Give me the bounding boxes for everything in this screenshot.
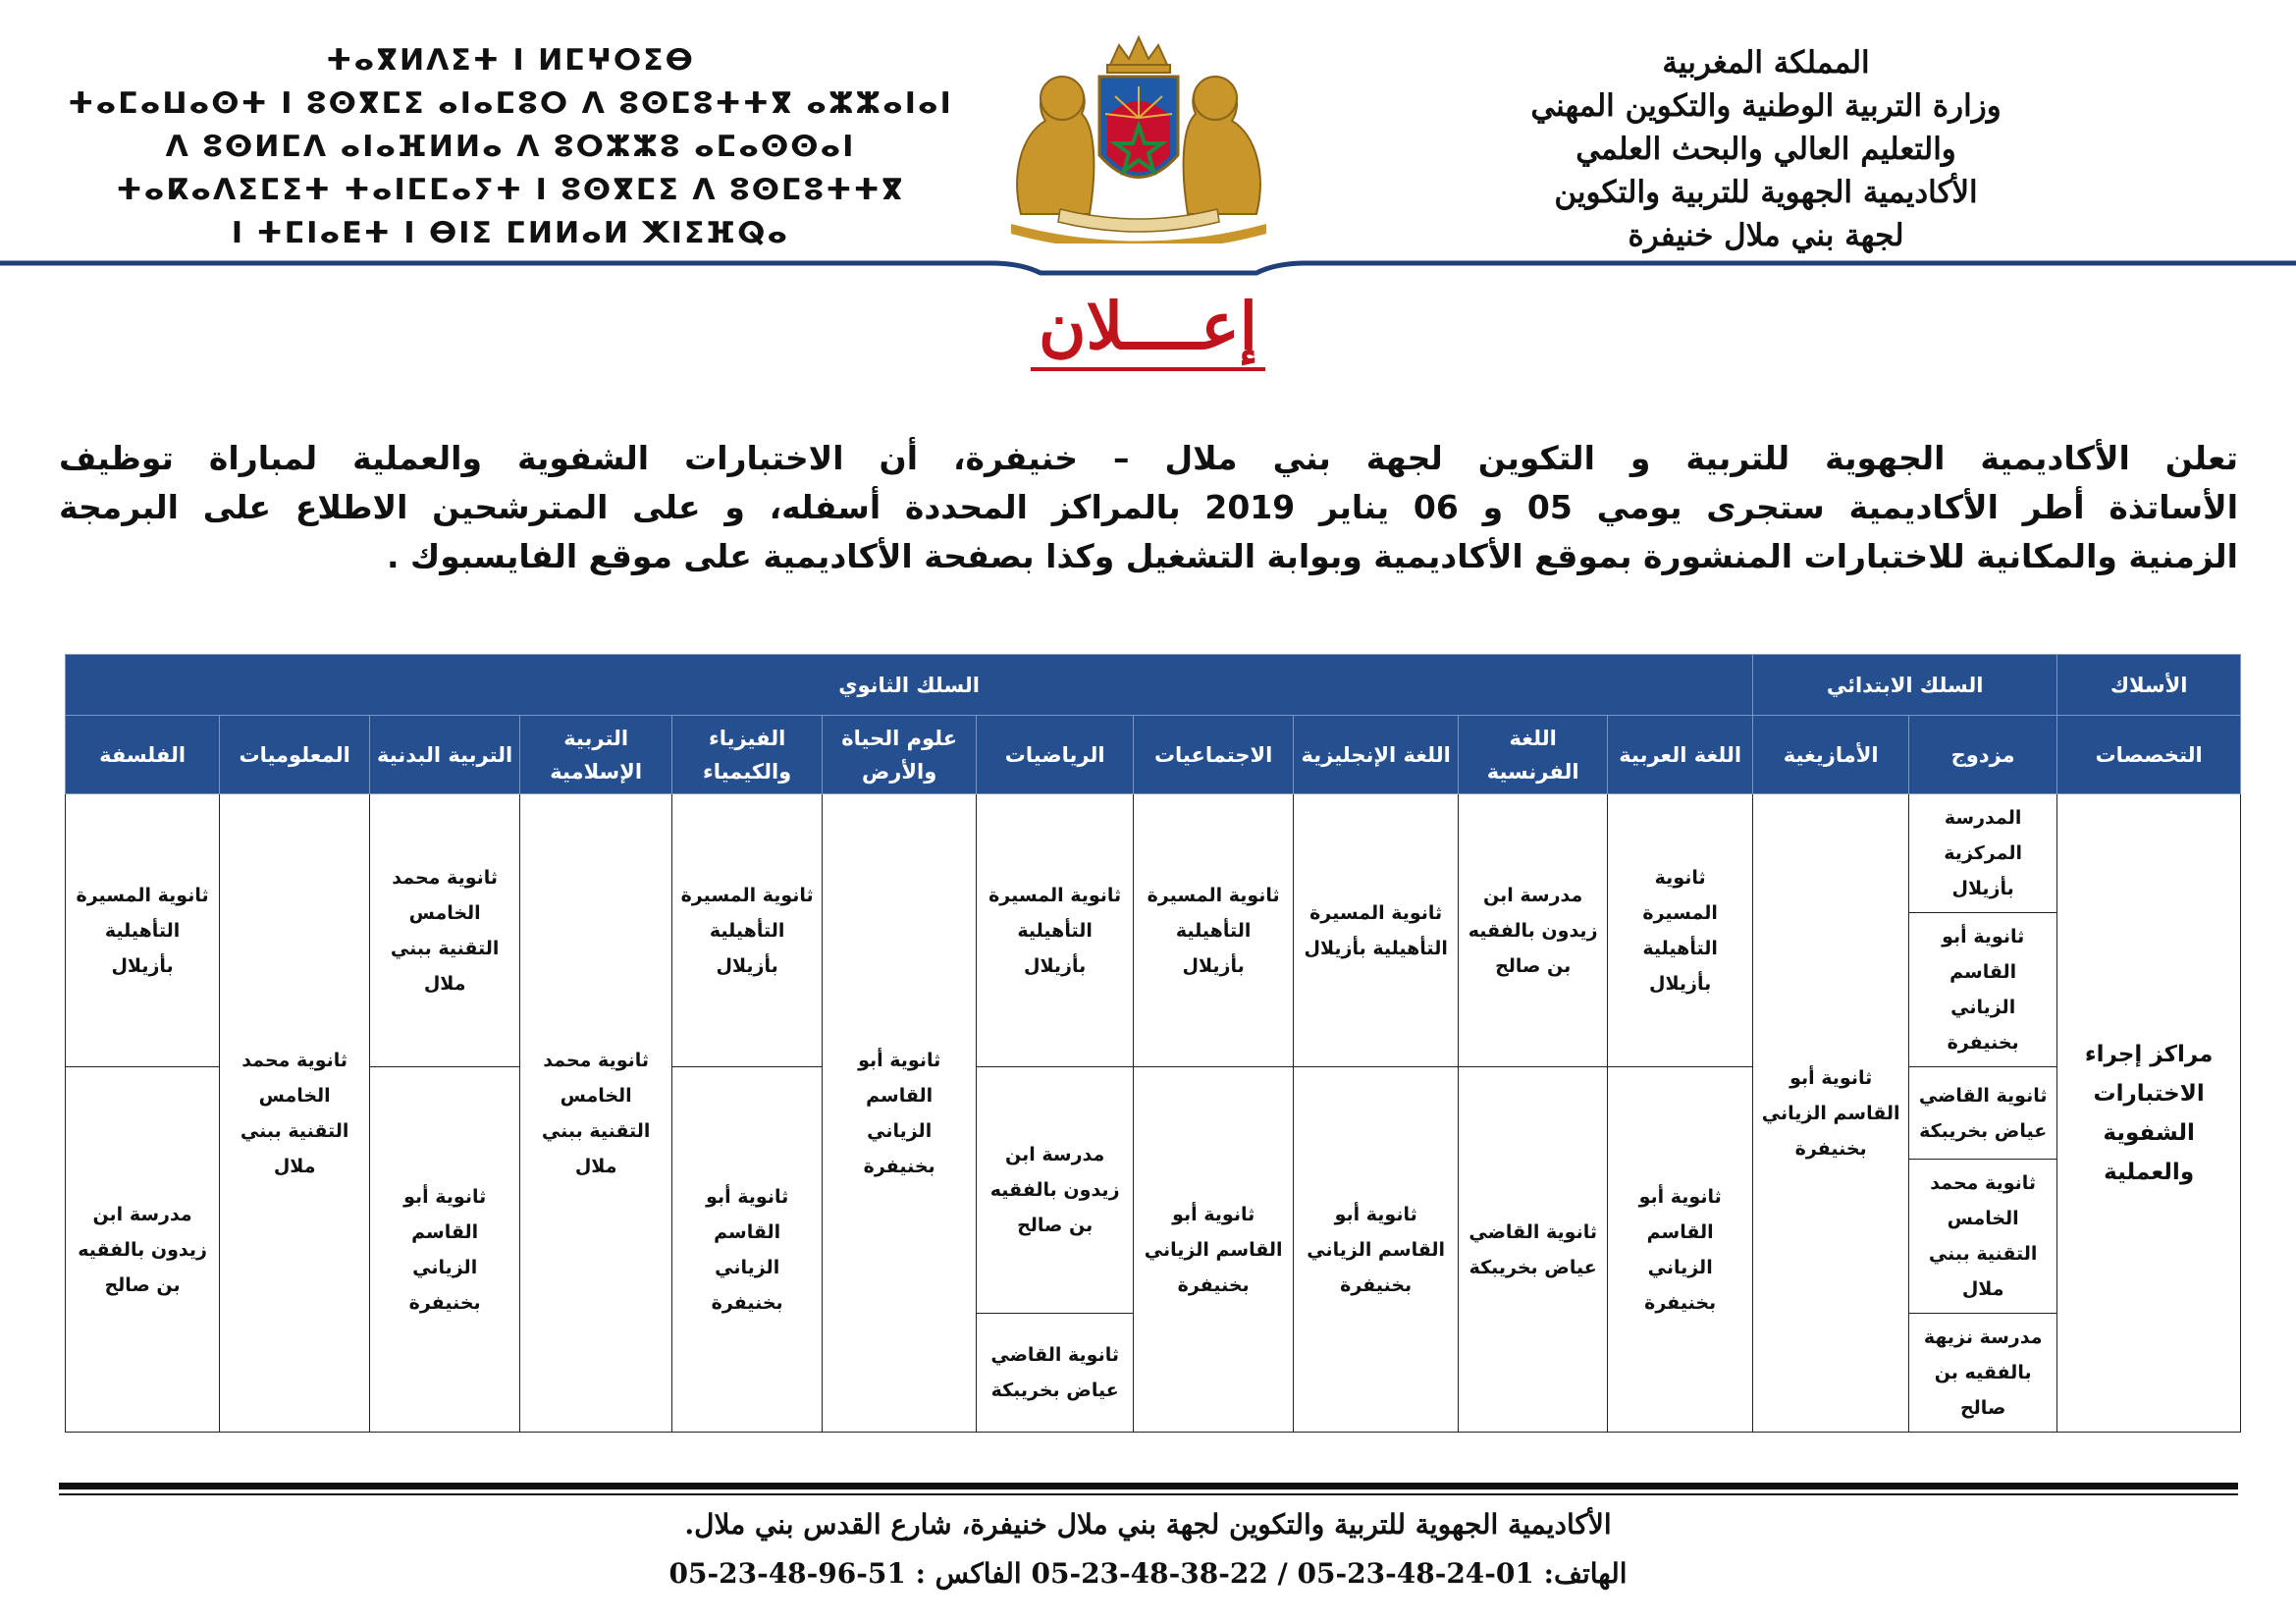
center-text: ثانوية محمد الخامس التقنية ببني ملال <box>240 1049 349 1177</box>
center-text: ثانوية أبو القاسم الزياني بخنيفرة <box>858 1049 941 1177</box>
table-subheader-row <box>66 716 2241 794</box>
center-cell: مدرسة نزيهة بالفقيه بن صالح <box>1909 1314 2057 1433</box>
center-cell: ثانوية المسيرة التأهيلية بأزيلال <box>977 794 1134 1067</box>
ministry-name-line1: وزارة التربية الوطنية والتكوين المهني <box>1530 88 2002 124</box>
kingdom-name: المملكة المغربية <box>1662 45 1870 81</box>
center-cell: ثانوية القاضي عياض بخريبكة <box>1459 1067 1608 1433</box>
header-divider <box>0 253 2296 277</box>
announcement-line: تعلن الأكاديمية الجهوية للتربية و التكوين لجهة بني ملال – خنيفرة، أن الاختبارات الشفوية والعملية لمباراة توظيف <box>59 439 2238 477</box>
specialty-philosophy: الفلسفة <box>66 716 220 794</box>
header-specialties: التخصصات <box>2057 716 2241 794</box>
tifinagh-line: ⵜⴰⴳⵍⴷⵉⵜ ⵏ ⵍⵎⵖⵔⵉⴱ <box>326 43 695 78</box>
specialty-amazigh: الأمازيغية <box>1753 716 1909 794</box>
announcement-line: الزمنية والمكانية للاختبارات المنشورة بموقع الأكاديمية وبوابة التشغيل وكذا بصفحة الأكاديمية على موقع الفايسبوك . <box>386 537 2238 575</box>
center-cell: ثانوية محمد الخامس التقنية ببني ملال <box>370 794 520 1067</box>
center-text: ثانوية محمد الخامس التقنية ببني ملال <box>541 1049 651 1177</box>
center-cell: ثانوية أبو القاسم الزياني بخنيفرة <box>370 1067 520 1433</box>
row-label-exam-centers: مراكز إجراء الاختبارات الشفوية والعملية <box>2057 794 2241 1433</box>
center-cell: مدرسة ابن زيدون بالفقيه بن صالح <box>977 1067 1134 1314</box>
table-row <box>66 794 2241 913</box>
center-cell: المدرسة المركزية بأزيلال <box>1909 794 2057 913</box>
center-cell: ثانوية أبو القاسم الزياني بخنيفرة <box>1294 1067 1459 1433</box>
tifinagh-header <box>59 39 962 255</box>
center-cell <box>823 794 977 1433</box>
ministry-name-line2: والتعليم العالي والبحث العلمي <box>1575 132 1956 167</box>
specialty-islamic: التربية الإسلامية <box>520 716 672 794</box>
region-name: لجهة بني ملال خنيفرة <box>1628 218 1904 253</box>
center-cell: ثانوية المسيرة التأهيلية بأزيلال <box>1294 794 1459 1067</box>
tifinagh-line: ⵜⴰⵎⴰⵡⴰⵙⵜ ⵏ ⵓⵙⴳⵎⵉ ⴰⵏⴰⵎⵓⵔ ⴷ ⵓⵙⵎⵓⵜⵜⴳ ⴰⵣⵣⴰⵏⴰⵏ <box>68 86 953 121</box>
center-cell: ثانوية أبو القاسم الزياني بخنيفرة <box>672 1067 823 1433</box>
center-cell: مدرسة ابن زيدون بالفقيه بن صالح <box>66 1067 220 1433</box>
footer-address: الأكاديمية الجهوية للتربية والتكوين لجهة بني ملال خنيفرة، شارع القدس بني ملال. <box>684 1508 1612 1541</box>
royal-emblem-icon <box>991 27 1286 244</box>
center-cell: ثانوية أبو القاسم الزياني بخنيفرة <box>1608 1067 1753 1433</box>
title-text: إعــــلان <box>1031 285 1265 371</box>
center-cell: ثانوية المسيرة التأهيلية بأزيلال <box>1608 794 1753 1067</box>
academy-name: الأكاديمية الجهوية للتربية والتكوين <box>1554 175 1978 210</box>
arabic-header <box>1344 41 2188 257</box>
specialty-pe: التربية البدنية <box>370 716 520 794</box>
specialty-social: الاجتماعيات <box>1134 716 1294 794</box>
specialty-math: الرياضيات <box>977 716 1134 794</box>
footer-divider-thin <box>59 1493 2238 1495</box>
specialty-svt: علوم الحياة والأرض <box>823 716 977 794</box>
header-cycles: الأسلاك <box>2057 655 2241 716</box>
specialty-english: اللغة الإنجليزية <box>1294 716 1459 794</box>
table-header-row <box>66 655 2241 716</box>
center-cell: ثانوية المسيرة التأهيلية بأزيلال <box>1134 794 1294 1067</box>
center-cell: مدرسة ابن زيدون بالفقيه بن صالح <box>1459 794 1608 1067</box>
specialty-french: اللغة الفرنسية <box>1459 716 1608 794</box>
center-cell: ثانوية أبو القاسم الزياني بخنيفرة <box>1909 913 2057 1067</box>
tifinagh-line: ⴷ ⵓⵙⵍⵎⴷ ⴰⵏⴰⴼⵍⵍⴰ ⴷ ⵓⵔⵣⵣⵓ ⴰⵎⴰⵙⵙⴰⵏ <box>165 130 856 164</box>
center-cell: ثانوية القاضي عياض بخريبكة <box>977 1314 1134 1433</box>
letterhead <box>0 0 2296 285</box>
center-cell <box>520 794 672 1433</box>
announcement-title <box>0 285 2296 371</box>
center-cell: ثانوية أبو القاسم الزياني بخنيفرة <box>1753 794 1909 1433</box>
header-primary-cycle: السلك الابتدائي <box>1753 655 2057 716</box>
center-cell: ثانوية المسيرة التأهيلية بأزيلال <box>672 794 823 1067</box>
specialty-arabic: اللغة العربية <box>1608 716 1753 794</box>
specialty-mixed: مزدوج <box>1909 716 2057 794</box>
tifinagh-line: ⵏ ⵜⵎⵏⴰⴹⵜ ⵏ ⴱⵏⵉ ⵎⵍⵍⴰⵍ ⵅⵏⵉⴼⵕⴰ <box>231 216 790 250</box>
center-cell: ثانوية أبو القاسم الزياني بخنيفرة <box>1134 1067 1294 1433</box>
table-row <box>66 1067 2241 1160</box>
center-cell <box>220 794 370 1433</box>
center-cell: ثانوية القاضي عياض بخريبكة <box>1909 1067 2057 1160</box>
specialty-physics: الفيزياء والكيمياء <box>672 716 823 794</box>
announcement-body <box>59 434 2238 581</box>
exam-centers-table <box>65 654 2241 1433</box>
exam-centers-table-wrapper <box>65 654 2232 1433</box>
footer-phone-fax: الهاتف: 01-24-48-23-05 / 22-38-48-23-05 الفاكس : 51-96-48-23-05 <box>668 1557 1628 1590</box>
center-cell: ثانوية المسيرة التأهيلية بأزيلال <box>66 794 220 1067</box>
center-cell: ثانوية محمد الخامس التقنية ببني ملال <box>1909 1160 2057 1314</box>
specialty-it: المعلوميات <box>220 716 370 794</box>
announcement-line: الأساتذة أطر الأكاديمية ستجرى يومي 05 و 06 يناير 2019 بالمراكز المحددة أسفله، و على المترشحين الاطلاع على البرمجة <box>59 488 2239 526</box>
tifinagh-line: ⵜⴰⴽⴰⴷⵉⵎⵉⵜ ⵜⴰⵏⵎⵎⴰⵢⵜ ⵏ ⵓⵙⴳⵎⵉ ⴷ ⵓⵙⵎⵓⵜⵜⴳ <box>116 173 905 207</box>
footer-divider-thick <box>59 1483 2238 1489</box>
header-secondary-cycle: السلك الثانوي <box>66 655 1753 716</box>
